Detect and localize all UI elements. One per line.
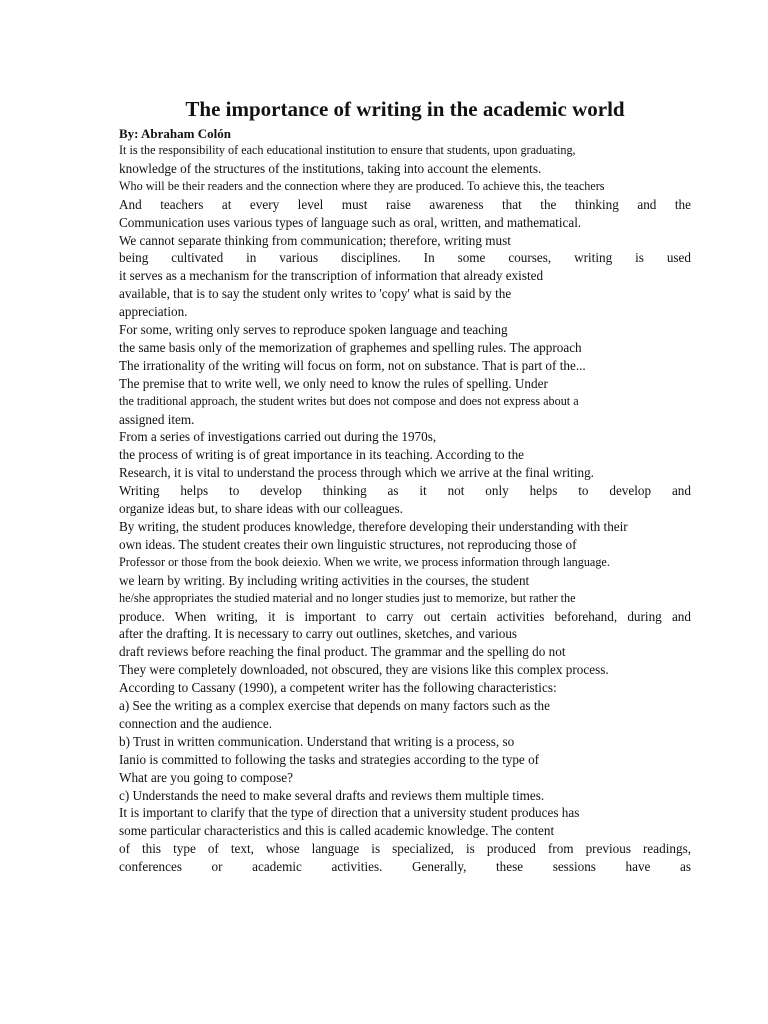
body-text-line: being cultivated in various disciplines. In some courses, writing is used: [119, 250, 691, 266]
body-text-line: appreciation.: [119, 304, 188, 320]
body-text-line: What are you going to compose?: [119, 769, 293, 785]
body-text-line: of this type of text, whose language is specialized, is produced from previous readings,: [119, 841, 691, 857]
body-text-line: By writing, the student produces knowledge, therefore developing their understanding with their: [119, 518, 628, 534]
body-text-line: And teachers at every level must raise awareness that the thinking and the: [119, 196, 691, 212]
body-text-line: draft reviews before reaching the final product. The grammar and the spelling do not: [119, 644, 566, 660]
body-text-line: the traditional approach, the student writes but does not compose and does not express about a: [119, 393, 579, 408]
body-text-line: it serves as a mechanism for the transcription of information that already existed: [119, 268, 544, 284]
body-text-line: It is the responsibility of each educational institution to ensure that students, upon graduating,: [119, 143, 576, 157]
body-text-line: Communication uses various types of language such as oral, written, and mathematical.: [119, 214, 582, 230]
body-text-line: Professor or those from the book deiexio. When we write, we process information through language.: [119, 554, 610, 569]
body-text-line: b) Trust in written communication. Understand that writing is a process, so: [119, 733, 515, 749]
body-text-line: Research, it is vital to understand the process through which we arrive at the final writing.: [119, 465, 594, 481]
body-text-line: assigned item.: [119, 411, 195, 427]
body-text-line: Who will be their readers and the connection where they are produced. To achieve this, the teachers: [119, 178, 605, 193]
author-line: By: Abraham Colón: [119, 126, 231, 141]
body-text-line: knowledge of the structures of the institutions, taking into account the elements.: [119, 160, 542, 176]
document-body: [119, 142, 691, 876]
body-text-line: From a series of investigations carried out during the 1970s,: [119, 429, 437, 445]
body-text-line: produce. When writing, it is important to carry out certain activities beforehand, during and: [119, 608, 691, 624]
body-text-line: Writing helps to develop thinking as it not only helps to develop and: [119, 483, 691, 499]
body-text-line: a) See the writing as a complex exercise that depends on many factors such as the: [119, 698, 551, 714]
body-text-line: It is important to clarify that the type of direction that a university student produces has: [119, 805, 580, 821]
body-text-line: Ianio is committed to following the tasks and strategies according to the type of: [119, 751, 540, 767]
body-text-line: organize ideas but, to share ideas with our colleagues.: [119, 501, 403, 517]
body-text-line: The irrationality of the writing will focus on form, not on substance. That is part of the...: [119, 357, 586, 373]
body-text-line: conferences or academic activities. Generally, these sessions have as: [119, 859, 691, 875]
body-text-line: We cannot separate thinking from communication; therefore, writing must: [119, 232, 511, 248]
body-text-line: some particular characteristics and this is called academic knowledge. The content: [119, 823, 555, 839]
body-text-line: available, that is to say the student only writes to 'copy' what is said by the: [119, 286, 512, 302]
body-text-line: For some, writing only serves to reproduce spoken language and teaching: [119, 322, 508, 338]
body-text-line: The premise that to write well, we only need to know the rules of spelling. Under: [119, 375, 548, 391]
body-text-line: According to Cassany (1990), a competent writer has the following characteristics:: [119, 680, 557, 696]
body-text-line: own ideas. The student creates their own linguistic structures, not reproducing those of: [119, 536, 577, 552]
body-text-line: c) Understands the need to make several drafts and reviews them multiple times.: [119, 787, 545, 803]
body-text-line: connection and the audience.: [119, 715, 273, 731]
body-text-line: after the drafting. It is necessary to carry out outlines, sketches, and various: [119, 626, 518, 642]
document-title: The importance of writing in the academic world: [185, 97, 625, 121]
body-text-line: he/she appropriates the studied material and no longer studies just to memorize, but rather the: [119, 590, 576, 605]
body-text-line: the process of writing is of great importance in its teaching. According to the: [119, 447, 525, 463]
document-page: [119, 96, 691, 876]
body-text-line: They were completely downloaded, not obscured, they are visions like this complex process.: [119, 662, 609, 678]
body-text-line: the same basis only of the memorization of graphemes and spelling rules. The approach: [119, 339, 582, 355]
body-text-line: we learn by writing. By including writing activities in the courses, the student: [119, 572, 530, 588]
